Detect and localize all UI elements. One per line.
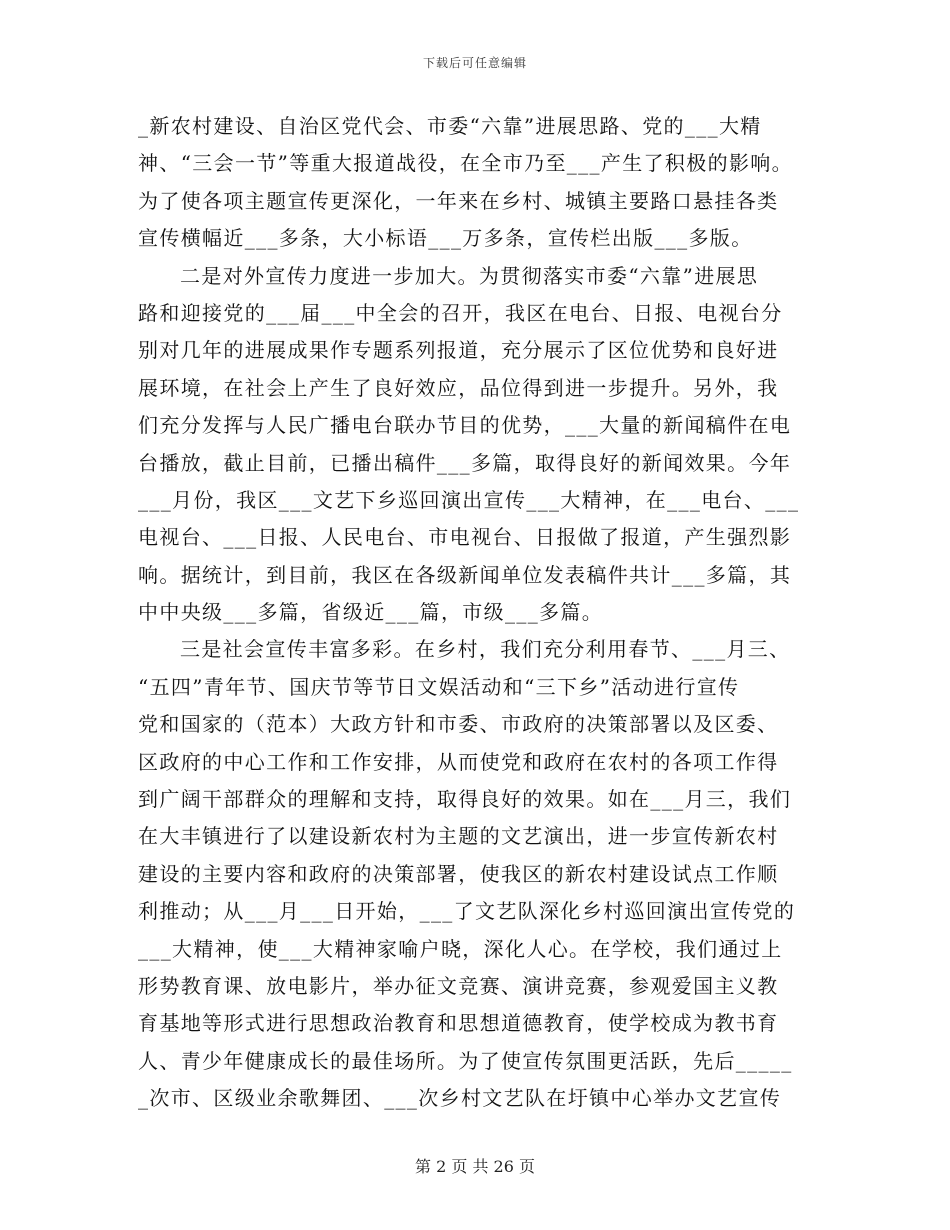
text-line: 路和迎接党的___届___中全会的召开，我区在电台、日报、电视台分 [138,300,783,325]
text-line: 建设的主要内容和政府的决策部署，使我区的新农村建设试点工作顺 [138,861,779,886]
text-line: 们充分发挥与人民广播电台联办节目的优势，___大量的新闻稿件在电 [138,413,792,438]
text-line: 宣传横幅近___多条，大小标语___万多条，宣传栏出版___多版。 [138,226,753,251]
page-footer: 第 2 页 共 26 页 [415,1157,535,1176]
text-line: _新农村建设、自治区党代会、市委“六靠”进展思路、党的___大精 [138,114,762,138]
text-line: 响。据统计，到目前，我区在各级新闻单位发表稿件共计___多篇，其 [138,562,792,587]
paragraph-start-line: 三是社会宣传丰富多彩。在乡村，我们充分利用春节、___月三、 [180,637,791,662]
text-line: 台播放，截止目前，已播出稿件___多篇，取得良好的新闻效果。今年 [138,450,792,475]
text-line: 区政府的中心工作和工作安排，从而使党和政府在农村的各项工作得 [138,749,779,774]
text-line: 育基地等形式进行思想政治教育和思想道德教育，使学校成为教书育 [138,1011,779,1036]
text-line: 电视台、___日报、人民电台、市电视台、日报做了报道，产生强烈影 [138,525,792,550]
text-line: 展环境，在社会上产生了良好效应，品位得到进一步提升。另外，我 [138,375,779,400]
text-line: 别对几年的进展成果作专题系列报道，充分展示了区位优势和良好进 [138,338,779,363]
text-line: 中中央级___多篇，省级近___篇，市级___多篇。 [138,600,604,625]
text-line: _次市、区级业余歌舞团、___次乡村文艺队在圩镇中心举办文艺宣传 [138,1086,782,1111]
document-body [138,108,818,1118]
text-line: ___月份，我区___文艺下乡巡回演出宣传___大精神，在___电台、___ [138,487,800,512]
page-header: 下载后可任意编辑 [422,56,527,70]
text-line: 到广阔干部群众的理解和支持，取得良好的效果。如在___月三，我们 [138,787,792,812]
text-line: 为了使各项主题宣传更深化，一年来在乡村、城镇主要路口悬挂各类 [138,188,779,213]
text-line: ___大精神，使___大精神家喻户晓，深化人心。在学校，我们通过上 [138,936,783,961]
text-line: 利推动；从___月___日开始，___了文艺队深化乡村巡回演出宣传党的 [138,899,796,924]
text-line: 形势教育课、放电影片，举办征文竞赛、演讲竞赛，参观爱国主义教 [138,973,779,998]
text-line: 人、青少年健康成长的最佳场所。为了使宣传氛围更活跃，先后_____ [138,1048,793,1073]
text-line: 在大丰镇进行了以建设新农村为主题的文艺演出，进一步宣传新农村 [138,824,779,849]
paragraph-start-line: 二是对外宣传力度进一步加大。为贯彻落实市委“六靠”进展思 [180,263,759,288]
text-line: “五四”青年节、国庆节等节日文娱活动和“三下乡”活动进行宣传 [138,674,740,699]
text-line: 党和国家的（范本）大政方针和市委、市政府的决策部署以及区委、 [138,712,779,737]
text-line: 神、“三会一节”等重大报道战役，在全市乃至___产生了积极的影响。 [138,151,793,176]
